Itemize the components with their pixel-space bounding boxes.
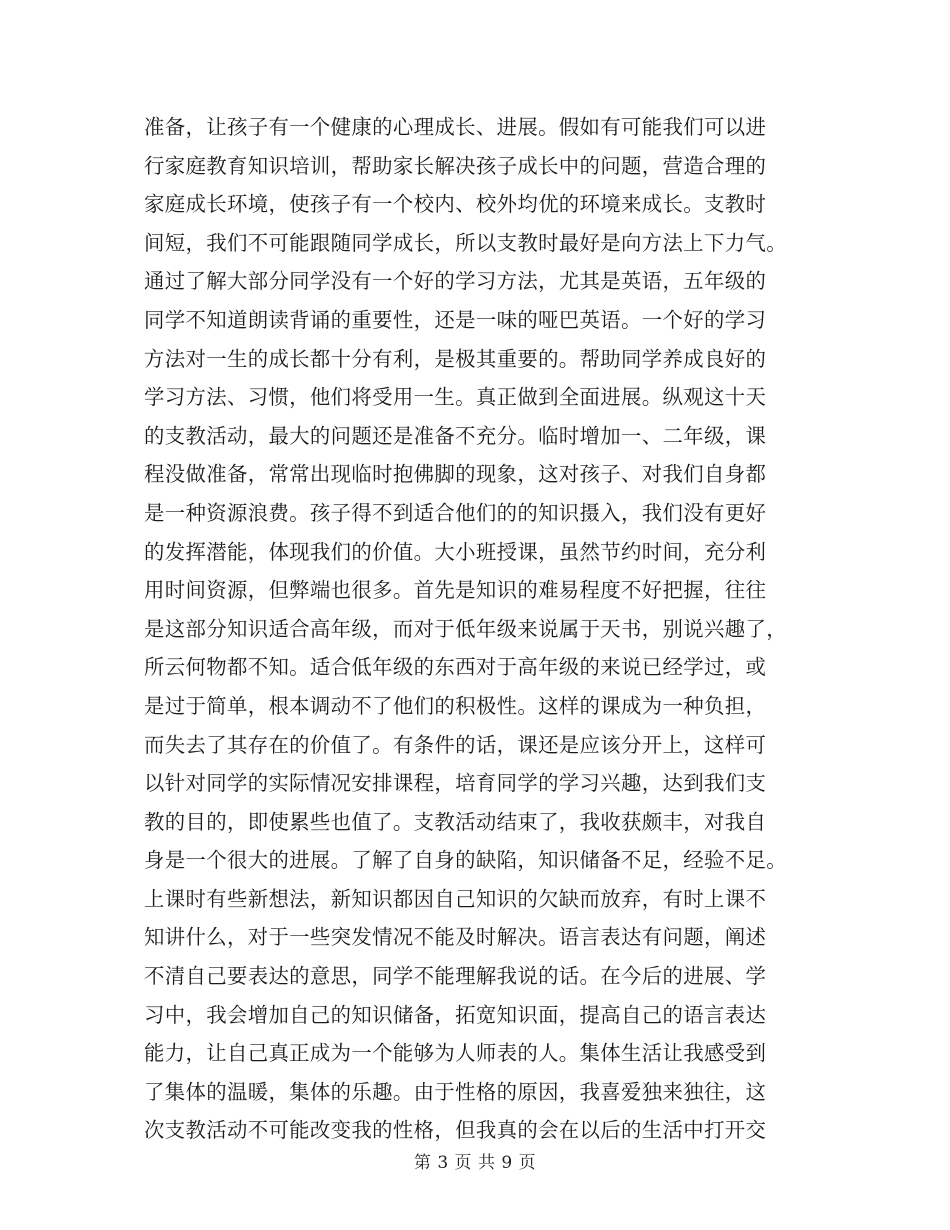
text-line: 的支教活动，最大的问题还是准备不充分。临时增加一、二年级，课: [144, 423, 767, 448]
text-line: 身是一个很大的进展。了解了自身的缺陷，知识储备不足，经验不足。: [144, 848, 787, 873]
text-line: 习中，我会增加自己的知识储备，拓宽知识面，提高自己的语言表达: [144, 1002, 767, 1027]
text-line: 能力，让自己真正成为一个能够为人师表的人。集体生活让我感受到: [144, 1041, 767, 1066]
text-line: 程没做准备，常常出现临时抱佛脚的现象，这对孩子、对我们自身都: [144, 462, 767, 487]
text-line: 同学不知道朗读背诵的重要性，还是一味的哑巴英语。一个好的学习: [144, 307, 767, 332]
text-line: 行家庭教育知识培训，帮助家长解决孩子成长中的问题，营造合理的: [144, 153, 767, 178]
text-line: 知讲什么，对于一些突发情况不能及时解决。语言表达有问题，阐述: [144, 925, 767, 950]
page-number-footer: 第 3 页 共 9 页: [413, 1153, 537, 1173]
text-line: 是过于简单，根本调动不了他们的积极性。这样的课成为一种负担，: [144, 693, 767, 718]
text-line: 是这部分知识适合高年级，而对于低年级来说属于天书，别说兴趣了，: [144, 616, 787, 641]
text-line: 通过了解大部分同学没有一个好的学习方法，尤其是英语，五年级的: [144, 269, 767, 294]
text-line: 上课时有些新想法，新知识都因自己知识的欠缺而放弃，有时上课不: [144, 886, 767, 911]
text-line: 间短，我们不可能跟随同学成长，所以支教时最好是向方法上下力气。: [144, 230, 787, 255]
body-text: [144, 108, 808, 1150]
text-line: 不清自己要表达的意思，同学不能理解我说的话。在今后的进展、学: [144, 964, 767, 989]
text-line: 了集体的温暖，集体的乐趣。由于性格的原因，我喜爱独来独往，这: [144, 1079, 767, 1104]
text-line: 的发挥潜能，体现我们的价值。大小班授课，虽然节约时间，充分利: [144, 539, 767, 564]
text-line: 学习方法、习惯，他们将受用一生。真正做到全面进展。纵观这十天: [144, 385, 767, 410]
text-line: 准备，让孩子有一个健康的心理成长、进展。假如有可能我们可以进: [144, 115, 767, 139]
text-line: 次支教活动不可能改变我的性格，但我真的会在以后的生活中打开交: [144, 1118, 767, 1143]
text-line: 家庭成长环境，使孩子有一个校内、校外均优的环境来成长。支教时: [144, 192, 767, 217]
text-line: 而失去了其存在的价值了。有条件的话，课还是应该分开上，这样可: [144, 732, 767, 757]
text-line: 以针对同学的实际情况安排课程，培育同学的学习兴趣，达到我们支: [144, 771, 767, 796]
text-line: 是一种资源浪费。孩子得不到适合他们的的知识摄入，我们没有更好: [144, 500, 767, 525]
text-line: 用时间资源，但弊端也很多。首先是知识的难易程度不好把握，往往: [144, 578, 767, 603]
text-line: 方法对一生的成长都十分有利，是极其重要的。帮助同学养成良好的: [144, 346, 767, 371]
text-line: 教的目的，即使累些也值了。支教活动结束了，我收获颇丰，对我自: [144, 809, 767, 834]
text-line: 所云何物都不知。适合低年级的东西对于高年级的来说已经学过，或: [144, 655, 767, 680]
